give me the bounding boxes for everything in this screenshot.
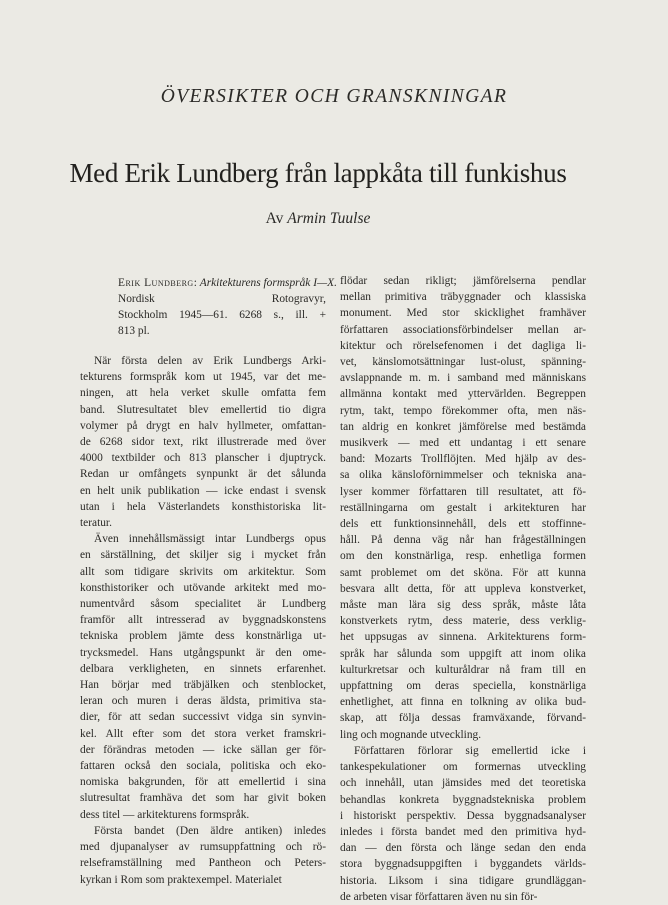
- text-line: de arbeten visar författaren även nu sin för-: [340, 890, 538, 903]
- text-line: samt problemet om det sköna. För att kunna: [340, 566, 586, 579]
- text-line: mellan primitiva träbyggnader och klassiska: [340, 291, 586, 304]
- citation-work: Arkitekturens formspråk I—X.: [199, 277, 337, 289]
- text-line: Redan ur omfångets synpunkt är det sålunda: [80, 468, 326, 481]
- text-line: Författaren förlorar sig emellertid icke i: [354, 744, 586, 757]
- text-line: allt som tidigare skrivits om arkitektur. Som: [80, 565, 326, 578]
- text-line: slutresultat framhäva det som har givit boken: [80, 792, 326, 805]
- text-line: inledes i första bandet med den primitiva hyd-: [340, 825, 586, 838]
- text-line: uppfattning om deras speciella, konstnärliga: [340, 680, 586, 693]
- text-line: tekturens formspråk kom ut 1945, var det me-: [80, 371, 326, 384]
- text-line: kulturkretsar och kulturåldrar nå fram till en: [340, 663, 586, 676]
- text-line: När första delen av Erik Lundbergs Arki-: [94, 355, 326, 367]
- text-line: band: Mozarts Trollflöjten. Med hjälp av des-: [340, 453, 586, 466]
- text-line: Även innehållsmässigt intar Lundbergs opus: [94, 533, 326, 546]
- text-line: teratur.: [80, 517, 112, 530]
- text-line: vet, känslomotsättningar lust-olust, spänning-: [340, 356, 586, 369]
- text-line: sa olika känsloförnimmelser och tekniska ana-: [340, 469, 586, 482]
- text-line: delbara verkligheten, en sinnets erfarenhet.: [80, 662, 326, 675]
- left-column: [80, 353, 326, 888]
- text-line: monument. Med stor skicklighet framhäver: [340, 307, 586, 320]
- text-line: håll. På denna väg når han frågeställningen: [340, 534, 586, 547]
- text-line: behandlas konkreta byggnadstekniska problem: [340, 793, 586, 806]
- text-line: numentvård såsom specialitet är Lundberg: [80, 598, 326, 611]
- text-line: med djupanalyser av rumsuppfattning och rö-: [80, 841, 326, 854]
- text-line: volymer på drygt en halv hyllmeter, omfattan-: [80, 419, 326, 432]
- text-line: stora byggnadsuppgiften i byggandets världs-: [340, 858, 586, 871]
- text-line: tankespekulationer om formernas utveckling: [340, 761, 586, 774]
- text-line: framför allt intresserad av byggnadskonstens: [80, 614, 326, 627]
- section-heading: ÖVERSIKTER OCH GRANSKNINGAR: [160, 86, 508, 107]
- text-line: avslappnande m. m. i samband med människans: [340, 372, 586, 385]
- text-line: relseframställning med Pantheon och Peters-: [80, 857, 326, 870]
- text-line: trycksmedel. Hans utgångspunkt är den ome-: [80, 646, 326, 659]
- text-line: konstverkets rytm, dess materie, dess verklig-: [340, 615, 586, 628]
- text-line: lyser kommer författaren till resultatet, att fö-: [340, 485, 586, 498]
- citation-line: Nordisk Rotogravyr,: [118, 293, 326, 305]
- text-line: rytm, takt, tempo förekommer ofta, men näs-: [340, 404, 586, 417]
- text-line: band. Slutresultatet blev emellertid tio digra: [80, 403, 326, 416]
- text-line: reställningarna om gestalt i arkitekturen har: [340, 501, 586, 514]
- article-title: Med Erik Lundberg från lappkåta till funkishus: [69, 158, 567, 188]
- citation-line: Erik Lundberg: Arkitekturens formspråk I—X.: [118, 277, 337, 289]
- byline-prefix: Av: [265, 210, 284, 227]
- text-line: måste man lära sig dess språk, måste låta: [340, 599, 586, 612]
- text-line: fattaren också den sociala, politiska och eko-: [80, 760, 326, 773]
- byline: [0, 210, 636, 228]
- text-line: Han börjar med träbjälken och stenblocket,: [80, 679, 326, 692]
- text-line: kel. Allt efter som det stora verket framskri-: [80, 727, 326, 740]
- text-line: ningen, att hela verket skulle omfatta fem: [80, 387, 326, 400]
- text-line: tan aldrig en konkret jämförelse med bestämda: [340, 420, 586, 433]
- citation-line: Stockholm 1945—61. 6268 s., ill. +: [118, 309, 326, 321]
- text-line: Första bandet (Den äldre antiken) inledes: [94, 824, 326, 837]
- text-line: het uppsugas av sinnena. Arkitekturens form-: [340, 631, 586, 644]
- citation-author: Erik Lundberg: [118, 277, 194, 289]
- right-column: [340, 273, 586, 905]
- text-line: nomiska bakgrunden, för att emellertid i sina: [80, 776, 326, 789]
- text-line: dels ett funktionsinnehåll, dels ett stoffinne-: [340, 518, 586, 531]
- text-line: språk har sålunda som uppgift att inom olika: [340, 647, 586, 660]
- text-line: konsthistoriker och utövande arkitekt med mo-: [80, 581, 326, 594]
- citation-line: 813 pl.: [118, 325, 150, 337]
- text-line: de 6268 sidor text, rikt illustrerade med över: [80, 436, 326, 449]
- text-line: utan i hela Västerlandets konsthistoriska lit-: [80, 500, 326, 513]
- text-line: en särställning, det skiljer sig i mycket från: [80, 549, 326, 562]
- text-line: 4000 textbilder och 813 planscher i djuptryck.: [80, 452, 326, 465]
- text-line: flödar sedan rikligt; jämförelserna pendlar: [340, 275, 586, 287]
- text-line: kitektur och rörelsefenomen i det dagliga li-: [340, 339, 586, 352]
- text-line: dess titel — arkitekturens formspråk.: [80, 808, 250, 821]
- text-line: dan — den första och länge sedan den enda: [340, 842, 586, 855]
- text-line: kyrkan i Rom som praktexempel. Materialet: [80, 873, 282, 886]
- text-line: ling och mognande utveckling.: [340, 728, 482, 741]
- text-line: och innehåll, utan jämsides med det teoretiska: [340, 777, 586, 790]
- text-line: i historiskt perspektiv. Dessa byggnadsanalyser: [340, 809, 586, 822]
- text-line: leran och muren i deras äldsta, primitiva sta-: [80, 695, 326, 708]
- text-line: dier, för att sedan successivt vidga sin synvin-: [80, 711, 326, 724]
- text-line: författaren associationsförbindelser mellan ar-: [340, 323, 586, 336]
- text-line: besvara allt detta, för att uppleva konstverket,: [340, 582, 586, 595]
- text-line: enhetlighet, att finna en tolkning av olika bud-: [340, 696, 586, 709]
- text-line: om den konstnärliga, resp. enhetliga formen: [340, 550, 586, 563]
- book-citation: [118, 275, 337, 339]
- text-line: en helt unik publikation — icke endast i svensk: [80, 484, 326, 497]
- text-line: musikverk — med ett undantag i ett senare: [340, 437, 586, 450]
- text-line: historia. Liksom i sina tidigare grundläggan-: [340, 874, 586, 887]
- byline-author: Armin Tuulse: [287, 210, 371, 227]
- text-line: der förändras metoden — icke sällan ger för-: [80, 743, 326, 756]
- text-line: allmänna kontakt med yttervärlden. Begreppen: [340, 388, 586, 401]
- text-line: skap, att följa dessas framväxande, förvand-: [340, 712, 586, 725]
- text-line: tekniska problem jämte dess konstnärliga ut-: [80, 630, 326, 643]
